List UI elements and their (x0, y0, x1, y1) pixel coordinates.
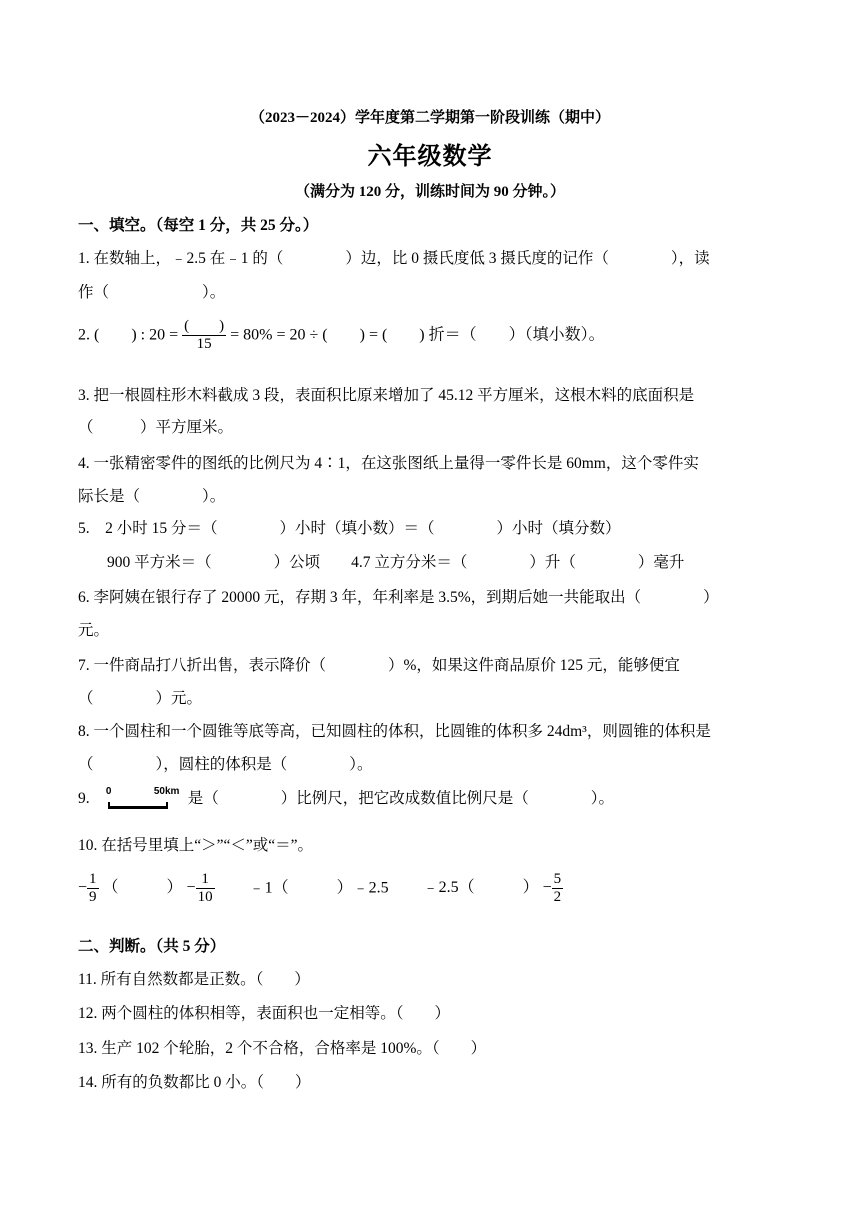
question-6-line-2: 元。 (78, 622, 110, 639)
question-2-number: 2. (78, 326, 90, 344)
minus-sign: − (186, 879, 196, 897)
line-scale-bar (106, 788, 184, 810)
question-12: 12. 两个圆柱的体积相等，表面积也一定相等。（ ） (78, 1005, 451, 1022)
exam-term-header: （2023－2024）学年度第二学期第一阶段训练（期中） (249, 110, 610, 126)
fraction-one-ninth (87, 871, 99, 907)
question-13: 13. 生产 102 个轮胎，2 个不合格，合格率是 100%。（ ） (78, 1040, 487, 1057)
section1-heading: 一、填空。（每空 1 分，共 25 分。） (78, 217, 319, 234)
question-2 (78, 318, 605, 354)
comparison-2: ﹣1（ ）﹣2.5 (248, 879, 389, 897)
question-7-line-1: 7. 一件商品打八折出售，表示降价（ ）%，如果这件商品原价 125 元，能够便宜 (78, 657, 680, 674)
question-2-fraction (182, 318, 226, 354)
question-3-line-1: 3. 把一根圆柱形木料截成 3 段，表面积比原来增加了 45.12 平方厘米，这根木料的底面积是 (78, 387, 695, 404)
fraction-five-halves (552, 871, 564, 907)
question-9 (78, 786, 614, 810)
minus-sign: − (78, 879, 88, 897)
scale-bar-line (108, 802, 168, 809)
question-1-line-2: 作（ ）。 (78, 284, 226, 301)
fraction-denominator: 9 (89, 889, 97, 906)
question-4-line-1: 4. 一张精密零件的图纸的比例尺为 4∶1，在这张图纸上量得一零件长是 60mm，这个零件实 (78, 455, 699, 472)
question-2-fraction-denominator: 15 (196, 336, 212, 353)
question-9-text: 是（ ）比例尺，把它改成数值比例尺是（ ）。 (187, 790, 615, 807)
scale-bar-50km-label: 50km (153, 786, 180, 798)
exam-title: 六年级数学 (367, 144, 493, 170)
answer-blank: （ ） (102, 879, 183, 897)
question-11: 11. 所有自然数都是正数。（ ） (78, 971, 310, 988)
fraction-one-tenth (196, 871, 215, 907)
section2-heading: 二、判断。（共 5 分） (78, 938, 226, 955)
question-2-ratio: ( ) : 20 = (94, 326, 179, 344)
fraction-denominator: 10 (197, 889, 213, 906)
question-14: 14. 所有的负数都比 0 小。（ ） (78, 1074, 311, 1091)
question-2-fraction-numerator: ( ) (182, 318, 226, 336)
minus-sign: − (542, 879, 552, 897)
question-3-line-2: （ ）平方厘米。 (78, 419, 234, 436)
scale-bar-zero-label: 0 (105, 786, 112, 798)
question-8-line-1: 8. 一个圆柱和一个圆锥等底等高，已知圆柱的体积，比圆锥的体积多 24dm³，则圆锥的体积是 (78, 723, 711, 740)
comparison-3-left: ﹣2.5（ ） (422, 879, 539, 897)
fraction-denominator: 2 (553, 889, 562, 906)
question-10-comparisons (78, 871, 563, 907)
question-5-line-2: 900 平方米＝（ ）公顷 4.7 立方分米＝（ ）升（ ）毫升 (107, 554, 685, 571)
question-7-line-2: （ ）元。 (78, 690, 203, 707)
question-4-line-2: 际长是（ ）。 (78, 488, 226, 505)
comparison-1 (78, 871, 219, 906)
question-1-line-1: 1. 在数轴上，﹣2.5 在﹣1 的（ ）边，比 0 摄氏度低 3 摄氏度的记作（ ），读 (78, 250, 710, 267)
question-2-discount: 折＝（ ）（填小数）。 (428, 326, 605, 344)
comparison-3 (422, 871, 564, 906)
question-5-line-1: 5. 2 小时 15 分＝（ ）小时（填小数）＝（ ）小时（填分数） (78, 520, 621, 537)
question-10-instruction: 10. 在括号里填上“＞”“＜”或“＝”。 (78, 837, 314, 854)
question-6-line-1: 6. 李阿姨在银行存了 20000 元，存期 3 年，年利率是 3.5%，到期后她一共能取出（ ） (78, 589, 719, 606)
question-2-equation: = 80% = 20 ÷ ( ) = ( ) (230, 326, 425, 344)
fraction-numerator: 1 (87, 871, 99, 889)
exam-subtitle: （满分为 120 分，训练时间为 90 分钟。） (294, 184, 565, 200)
question-9-number: 9. (78, 790, 90, 807)
fraction-numerator: 1 (196, 871, 215, 889)
fraction-numerator: 5 (552, 871, 564, 889)
question-8-line-2: （ ），圆柱的体积是（ ）。 (78, 756, 373, 773)
